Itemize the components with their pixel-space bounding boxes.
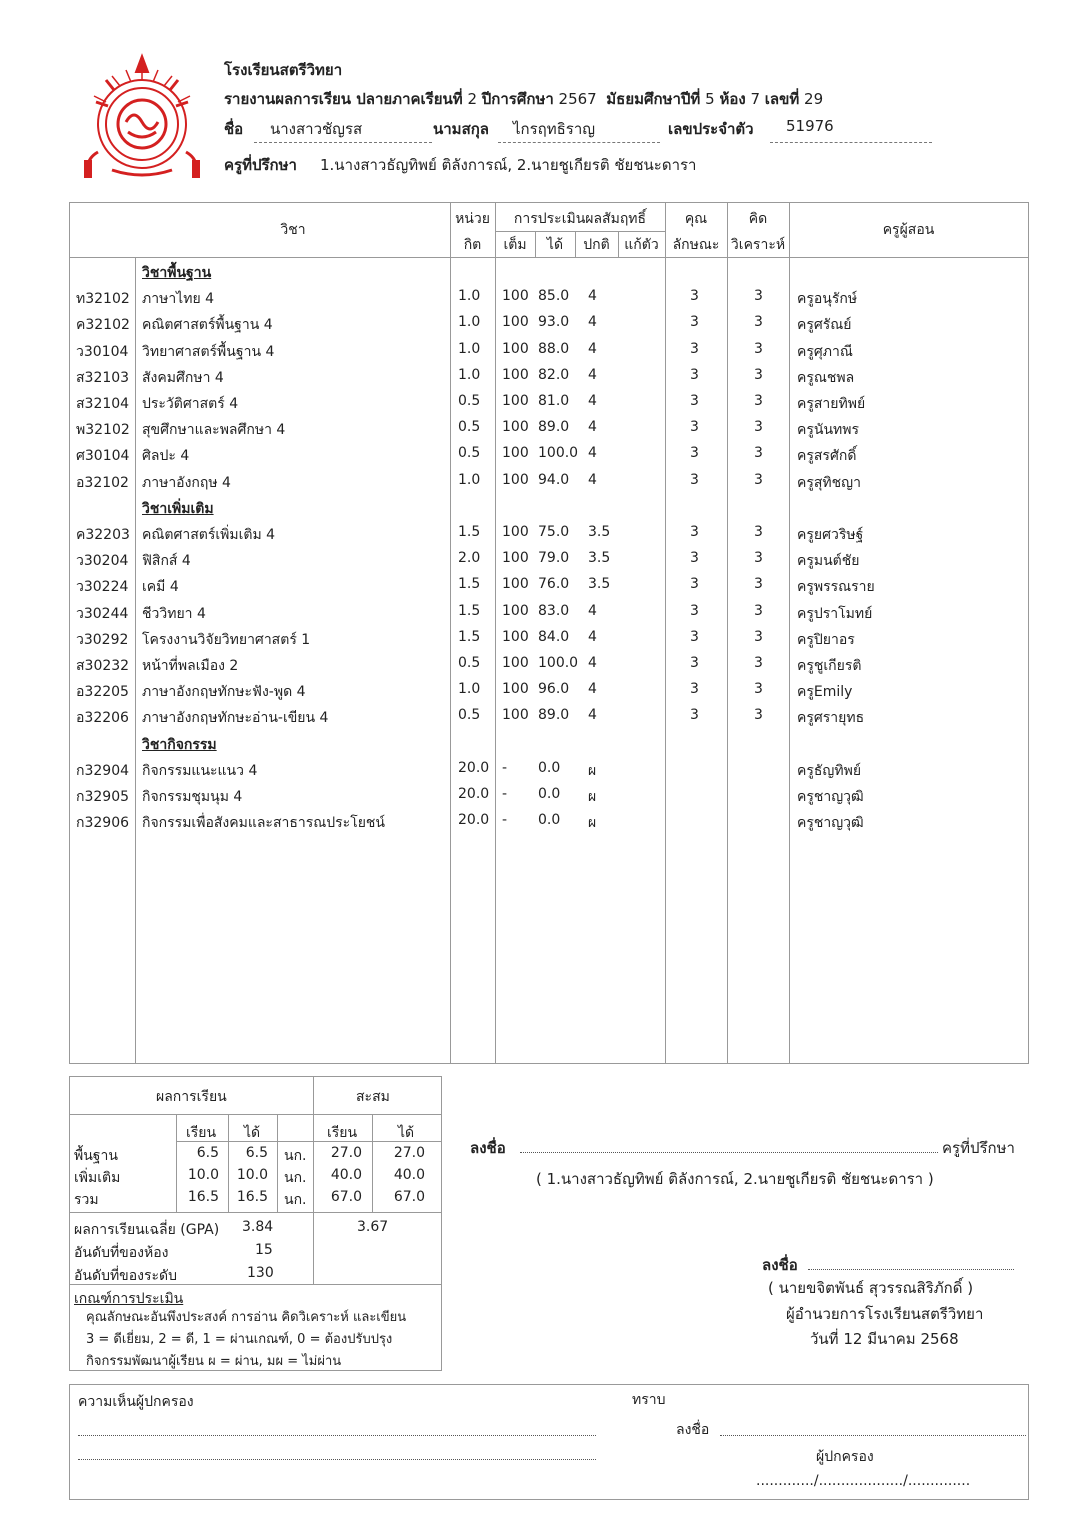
teacher-name: ครูศรัณย์ bbox=[797, 317, 852, 334]
attribute-score: 3 bbox=[690, 471, 699, 488]
subject-name: ภาษาไทย 4 bbox=[142, 291, 215, 308]
teacher-name: ครูนันทพร bbox=[797, 422, 860, 439]
year-value: 2567 bbox=[558, 90, 597, 108]
subject-code: ค32102 bbox=[76, 317, 130, 334]
got-score: 79.0 bbox=[538, 550, 570, 567]
attribute-score: 3 bbox=[690, 340, 699, 357]
teacher-name: ครูธัญทิพย์ bbox=[797, 762, 862, 779]
table-row bbox=[70, 678, 1028, 704]
credit-value: 2.0 bbox=[458, 550, 481, 567]
credit-value: 1.0 bbox=[458, 314, 481, 331]
advisor-role: ครูที่ปรึกษา bbox=[942, 1139, 1015, 1157]
col-think-top: คิด bbox=[748, 211, 768, 227]
subject-code: ส32103 bbox=[76, 369, 130, 386]
got-label: ได้ bbox=[244, 1125, 261, 1141]
credit-value: 0.5 bbox=[458, 445, 481, 462]
director-sign-label: ลงชื่อ bbox=[762, 1256, 798, 1274]
thinking-score: 3 bbox=[754, 681, 763, 698]
grade-value: 4 bbox=[588, 288, 597, 305]
full-score: 100 bbox=[502, 366, 529, 383]
credit-value: 1.0 bbox=[458, 471, 481, 488]
criteria-2: 3 = ดีเยี่ยม, 2 = ดี, 1 = ผ่านเกณฑ์, 0 = ต้องปรับปรุง bbox=[86, 1332, 393, 1347]
parent-comment-box bbox=[69, 1384, 1029, 1500]
got-score: 84.0 bbox=[538, 628, 570, 645]
study-label: เรียน bbox=[186, 1125, 217, 1141]
group-name: วิชาพื้นฐาน bbox=[142, 265, 212, 281]
full-score: 100 bbox=[502, 602, 529, 619]
full-score: 100 bbox=[502, 655, 529, 671]
advisor-sign-label: ลงชื่อ bbox=[470, 1139, 506, 1157]
subject-code: พ32102 bbox=[76, 422, 130, 439]
thinking-score: 3 bbox=[754, 655, 763, 671]
attribute-score: 3 bbox=[690, 366, 699, 383]
gpa-label: ผลการเรียนเฉลี่ย (GPA) bbox=[74, 1222, 220, 1238]
credit-value: 20.0 bbox=[458, 759, 490, 776]
attribute-score: 3 bbox=[690, 681, 699, 698]
group-name: วิชากิจกรรม bbox=[142, 736, 217, 753]
thinking-score: 3 bbox=[754, 445, 763, 462]
thinking-score: 3 bbox=[754, 576, 763, 593]
parent-role: ผู้ปกครอง bbox=[816, 1449, 874, 1465]
got-score: 96.0 bbox=[538, 681, 570, 698]
advisor-names: 1.นางสาวธัญทิพย์ ติลังการณ์, 2.นายชูเกียรติ ชัยชนะดารา bbox=[320, 156, 697, 174]
col-teacher: ครูผู้สอน bbox=[882, 222, 935, 238]
table-row bbox=[70, 364, 1028, 390]
thinking-score: 3 bbox=[754, 340, 763, 357]
subject-group-row bbox=[70, 259, 1028, 285]
subject-code: ศ30104 bbox=[76, 448, 130, 465]
subject-name: คณิตศาสตร์พื้นฐาน 4 bbox=[142, 317, 273, 334]
table-row bbox=[70, 757, 1028, 783]
subject-code: ก32906 bbox=[76, 815, 130, 832]
credit-value: 1.5 bbox=[458, 628, 481, 645]
subject-name: สุขศึกษาและพลศึกษา 4 bbox=[142, 422, 286, 439]
thinking-score: 3 bbox=[754, 628, 763, 645]
student-id: 51976 bbox=[786, 117, 834, 135]
got-score: 100.0 bbox=[538, 655, 579, 671]
subject-code: อ32205 bbox=[76, 684, 129, 701]
full-score: 100 bbox=[502, 471, 529, 488]
subject-name: ประวัติศาสตร์ 4 bbox=[142, 396, 239, 412]
subject-name: ภาษาอังกฤษ 4 bbox=[142, 474, 231, 491]
full-score: 100 bbox=[502, 707, 529, 724]
got-score: 100.0 bbox=[538, 445, 579, 462]
got-score: 83.0 bbox=[538, 602, 570, 619]
attribute-score: 3 bbox=[690, 602, 699, 619]
extra-label: เพิ่มเติม bbox=[74, 1170, 121, 1186]
thinking-score: 3 bbox=[754, 707, 763, 724]
parent-sign-label: ลงชื่อ bbox=[676, 1422, 710, 1438]
criteria-1: คุณลักษณะอันพึงประสงค์ การอ่าน คิดวิเคราะห์ และเขียน bbox=[86, 1310, 407, 1325]
name-label: ชื่อ bbox=[224, 120, 244, 138]
col-attr-top: คุณ bbox=[684, 211, 708, 227]
grade-value: 4 bbox=[588, 366, 597, 383]
total-label: รวม bbox=[74, 1192, 99, 1208]
full-score: 100 bbox=[502, 445, 529, 462]
full-score: - bbox=[502, 759, 508, 776]
table-row bbox=[70, 338, 1028, 364]
col-credit-bottom: กิต bbox=[463, 237, 482, 253]
report-title: รายงานผลการเรียน ปลายภาคเรียนที่ bbox=[224, 90, 463, 108]
parent-comment-label: ความเห็นผู้ปกครอง bbox=[78, 1394, 194, 1410]
teacher-name: ครูสุทิชญา bbox=[797, 474, 861, 491]
subject-code: ว30204 bbox=[76, 553, 129, 570]
teacher-name: ครูศรายุทธ bbox=[797, 710, 865, 727]
subject-name: สังคมศึกษา 4 bbox=[142, 369, 224, 386]
grade-value: ผ bbox=[588, 815, 597, 832]
teacher-name: ครูอนุรักษ์ bbox=[797, 291, 858, 308]
col-subject: วิชา bbox=[280, 222, 306, 238]
full-score: 100 bbox=[502, 314, 529, 331]
rank-level-label: อันดับที่ของระดับ bbox=[74, 1268, 178, 1284]
thinking-score: 3 bbox=[754, 471, 763, 488]
teacher-name: ครูสรศักดิ์ bbox=[797, 448, 857, 465]
room-label: ห้อง bbox=[719, 90, 746, 108]
got-score: 82.0 bbox=[538, 366, 570, 383]
full-score: 100 bbox=[502, 576, 529, 593]
teacher-name: ครูปราโมทย์ bbox=[797, 605, 873, 622]
attribute-score: 3 bbox=[690, 524, 699, 540]
thinking-score: 3 bbox=[754, 366, 763, 383]
subject-code: ว30244 bbox=[76, 605, 129, 622]
full-score: 100 bbox=[502, 288, 529, 305]
subject-name: หน้าที่พลเมือง 2 bbox=[142, 658, 239, 674]
teacher-name: ครูยศวริษฐ์ bbox=[797, 527, 864, 543]
acc-study-label: เรียน bbox=[327, 1125, 358, 1141]
got-score: 85.0 bbox=[538, 288, 570, 305]
table-row bbox=[70, 652, 1028, 678]
full-score: 100 bbox=[502, 340, 529, 357]
thinking-score: 3 bbox=[754, 393, 763, 409]
thinking-score: 3 bbox=[754, 288, 763, 305]
teacher-name: ครูชาญวุฒิ bbox=[797, 815, 864, 832]
credit-value: 0.5 bbox=[458, 655, 481, 671]
credit-value: 1.0 bbox=[458, 681, 481, 698]
got-score: 89.0 bbox=[538, 419, 570, 436]
room-value: 7 bbox=[750, 90, 760, 108]
number-label: เลขที่ bbox=[764, 90, 800, 108]
credit-value: 1.0 bbox=[458, 366, 481, 383]
parent-date-line: ............./.................../.............. bbox=[756, 1473, 971, 1489]
full-score: 100 bbox=[502, 393, 529, 409]
ack-label: ทราบ bbox=[632, 1392, 666, 1408]
level-value: 5 bbox=[705, 90, 715, 108]
rank-room-label: อันดับที่ของห้อง bbox=[74, 1245, 169, 1261]
result-label: ผลการเรียน bbox=[156, 1089, 227, 1105]
got-score: 93.0 bbox=[538, 314, 570, 331]
grade-value: 4 bbox=[588, 393, 597, 409]
grade-value: 4 bbox=[588, 707, 597, 724]
summary-box: ผลการเรียน สะสม เรียน ได้ เรียน ได้ พื้นฐาน เพิ่มเติม รวม 6.5 6.5 นก. 27.0 27.0 10.0 10.0 นก. 40.0 40.0 16.5 16.5 นก. 67.0 67.0 ผลการเรียนเฉลี่ย (GPA) 3.84 3.67 อันดับที่ของห้อง 15 อันดับที่ของระดับ 130 เกณฑ์การประเมิน คุณลักษณะอันพึงประสงค์ การอ่าน คิดวิเคราะห์ และเขียน 3 = ดีเยี่ยม, 2 = ดี, 1 = ผ่านเกณฑ์, 0 = ต้องปรับปรุง กิจกรรมพัฒนาผู้เรียน ผ = ผ่าน, มผ = ไม่ผ่าน bbox=[69, 1076, 442, 1371]
credit-value: 0.5 bbox=[458, 419, 481, 436]
full-score: - bbox=[502, 786, 508, 802]
got-score: 0.0 bbox=[538, 759, 561, 776]
subject-name: โครงงานวิจัยวิทยาศาสตร์ 1 bbox=[142, 631, 311, 648]
grade-value: 4 bbox=[588, 628, 597, 645]
grade-value: 4 bbox=[588, 655, 597, 671]
got-score: 0.0 bbox=[538, 812, 561, 829]
student-id-label: เลขประจำตัว bbox=[668, 120, 754, 138]
subject-code: ว30104 bbox=[76, 343, 129, 360]
advisor-label: ครูที่ปรึกษา bbox=[224, 156, 297, 174]
director-role: ผู้อำนวยการโรงเรียนสตรีวิทยา bbox=[786, 1305, 984, 1323]
gpa-value: 3.84 bbox=[242, 1219, 274, 1235]
subject-group-row bbox=[70, 495, 1028, 521]
credit-value: 20.0 bbox=[458, 786, 490, 802]
col-normal: ปกติ bbox=[583, 237, 610, 253]
criteria-3: กิจกรรมพัฒนาผู้เรียน ผ = ผ่าน, มผ = ไม่ผ่าน bbox=[86, 1354, 342, 1369]
subject-code: อ32206 bbox=[76, 710, 129, 727]
credit-value: 1.5 bbox=[458, 602, 481, 619]
got-score: 0.0 bbox=[538, 786, 561, 802]
teacher-name: ครูสายทิพย์ bbox=[797, 396, 866, 412]
subject-group-row bbox=[70, 731, 1028, 757]
table-row bbox=[70, 442, 1028, 468]
subject-name: วิทยาศาสตร์พื้นฐาน 4 bbox=[142, 343, 275, 360]
credit-value: 0.5 bbox=[458, 707, 481, 724]
semester-value: 2 bbox=[467, 90, 477, 108]
student-surname: ไกรฤทธิราญ bbox=[513, 120, 596, 138]
got-score: 88.0 bbox=[538, 340, 570, 357]
col-assessment: การประเมินผลสัมฤทธิ์ bbox=[513, 211, 647, 227]
report-title-line bbox=[224, 87, 823, 111]
thinking-score: 3 bbox=[754, 419, 763, 436]
teacher-name: ครูพรรณราย bbox=[797, 579, 875, 596]
table-row bbox=[70, 416, 1028, 442]
table-row bbox=[70, 626, 1028, 652]
got-score: 75.0 bbox=[538, 524, 570, 540]
subject-code: ว30224 bbox=[76, 579, 129, 596]
subject-name: ภาษาอังกฤษทักษะฟัง-พูด 4 bbox=[142, 684, 306, 701]
subject-name: กิจกรรมแนะแนว 4 bbox=[142, 762, 258, 779]
table-row bbox=[70, 469, 1028, 495]
table-row bbox=[70, 573, 1028, 599]
subject-name: กิจกรรมเพื่อสังคมและสาธารณประโยชน์ bbox=[142, 815, 385, 832]
attribute-score: 3 bbox=[690, 707, 699, 724]
attribute-score: 3 bbox=[690, 550, 699, 567]
advisor-sign-names: ( 1.นางสาวธัญทิพย์ ติลังการณ์, 2.นายชูเกียรติ ชัยชนะดารา ) bbox=[536, 1170, 934, 1188]
acc-got-label: ได้ bbox=[398, 1125, 415, 1141]
subject-code: ท32102 bbox=[76, 291, 130, 308]
group-name: วิชาเพิ่มเติม bbox=[142, 500, 214, 517]
grade-value: ผ bbox=[588, 762, 597, 779]
table-row bbox=[70, 547, 1028, 573]
subject-code: อ32102 bbox=[76, 474, 129, 491]
grade-value: 3.5 bbox=[588, 576, 611, 593]
credit-value: 1.5 bbox=[458, 576, 481, 593]
table-row bbox=[70, 600, 1028, 626]
attribute-score: 3 bbox=[690, 393, 699, 409]
director-name: ( นายขจิตพันธ์ สุวรรณสิริภักดิ์ ) bbox=[768, 1279, 974, 1297]
grade-value: 4 bbox=[588, 445, 597, 462]
grade-value: 4 bbox=[588, 681, 597, 698]
col-think-bottom: วิเคราะห์ bbox=[730, 237, 786, 253]
col-attr-bottom: ลักษณะ bbox=[672, 237, 720, 253]
subject-name: ศิลปะ 4 bbox=[142, 448, 190, 465]
subject-code: ว30292 bbox=[76, 631, 129, 648]
subject-name: ชีววิทยา 4 bbox=[142, 605, 206, 622]
teacher-name: ครูศุภาณี bbox=[797, 343, 853, 360]
full-score: 100 bbox=[502, 524, 529, 540]
table-row bbox=[70, 809, 1028, 835]
teacher-name: ครูชาญวุฒิ bbox=[797, 789, 864, 805]
attribute-score: 3 bbox=[690, 314, 699, 331]
subject-code: ค32203 bbox=[76, 527, 130, 543]
subject-code: ก32905 bbox=[76, 789, 130, 805]
table-row bbox=[70, 285, 1028, 311]
thinking-score: 3 bbox=[754, 524, 763, 540]
teacher-name: ครูณชพล bbox=[797, 369, 855, 386]
full-score: 100 bbox=[502, 550, 529, 567]
teacher-name: ครูปิยาอร bbox=[797, 631, 855, 648]
rank-room: 15 bbox=[255, 1242, 273, 1258]
number-value: 29 bbox=[804, 90, 824, 108]
subject-name: กิจกรรมชุมนุม 4 bbox=[142, 789, 243, 805]
thinking-score: 3 bbox=[754, 550, 763, 567]
grade-value: 4 bbox=[588, 340, 597, 357]
full-score: 100 bbox=[502, 681, 529, 698]
teacher-name: ครูมนต์ชัย bbox=[797, 553, 860, 570]
grade-value: 4 bbox=[588, 471, 597, 488]
student-name: นางสาวชัญรส bbox=[270, 120, 363, 138]
credit-value: 1.5 bbox=[458, 524, 481, 540]
table-row bbox=[70, 704, 1028, 730]
subject-name: ฟิสิกส์ 4 bbox=[142, 553, 191, 570]
attribute-score: 3 bbox=[690, 288, 699, 305]
subject-code: ส30232 bbox=[76, 658, 130, 674]
rank-level: 130 bbox=[247, 1265, 274, 1281]
grade-value: 4 bbox=[588, 419, 597, 436]
got-score: 81.0 bbox=[538, 393, 570, 409]
school-name: โรงเรียนสตรีวิทยา bbox=[224, 61, 343, 79]
subject-name: ภาษาอังกฤษทักษะอ่าน-เขียน 4 bbox=[142, 710, 329, 727]
attribute-score: 3 bbox=[690, 445, 699, 462]
col-got: ได้ bbox=[546, 237, 564, 253]
teacher-name: ครูEmily bbox=[797, 684, 853, 701]
col-fix: แก้ตัว bbox=[624, 237, 659, 253]
subject-name: คณิตศาสตร์เพิ่มเติม 4 bbox=[142, 527, 276, 543]
attribute-score: 3 bbox=[690, 628, 699, 645]
accum-label: สะสม bbox=[356, 1089, 390, 1105]
attribute-score: 3 bbox=[690, 419, 699, 436]
criteria-title: เกณฑ์การประเมิน bbox=[74, 1291, 184, 1307]
table-row bbox=[70, 311, 1028, 337]
subject-code: ส32104 bbox=[76, 396, 130, 412]
attribute-score: 3 bbox=[690, 655, 699, 671]
grade-value: 3.5 bbox=[588, 550, 611, 567]
teacher-name: ครูชูเกียรติ bbox=[797, 658, 862, 674]
table-row bbox=[70, 521, 1028, 547]
credit-value: 0.5 bbox=[458, 393, 481, 409]
full-score: - bbox=[502, 812, 508, 829]
thinking-score: 3 bbox=[754, 314, 763, 331]
full-score: 100 bbox=[502, 419, 529, 436]
grade-value: 4 bbox=[588, 602, 597, 619]
subject-name: เคมี 4 bbox=[142, 579, 179, 596]
credit-value: 1.0 bbox=[458, 288, 481, 305]
surname-label: นามสกุล bbox=[433, 120, 489, 138]
grade-value: 3.5 bbox=[588, 524, 611, 540]
grade-value: 4 bbox=[588, 314, 597, 331]
school-logo-icon bbox=[76, 52, 208, 184]
table-row bbox=[70, 390, 1028, 416]
gpa-accum: 3.67 bbox=[357, 1219, 389, 1235]
full-score: 100 bbox=[502, 628, 529, 645]
level-label: มัธยมศึกษาปีที่ bbox=[606, 90, 701, 108]
grades-table bbox=[69, 202, 1029, 1064]
col-credit-top: หน่วย bbox=[455, 211, 490, 227]
grade-value: ผ bbox=[588, 789, 597, 805]
basic-label: พื้นฐาน bbox=[74, 1148, 118, 1164]
credit-value: 1.0 bbox=[458, 340, 481, 357]
col-full: เต็ม bbox=[503, 237, 527, 253]
credit-value: 20.0 bbox=[458, 812, 490, 829]
table-row bbox=[70, 783, 1028, 809]
got-score: 89.0 bbox=[538, 707, 570, 724]
thinking-score: 3 bbox=[754, 602, 763, 619]
got-score: 94.0 bbox=[538, 471, 570, 488]
sign-date: วันที่ 12 มีนาคม 2568 bbox=[810, 1330, 959, 1348]
subject-code: ก32904 bbox=[76, 762, 130, 779]
year-label: ปีการศึกษา bbox=[481, 90, 554, 108]
attribute-score: 3 bbox=[690, 576, 699, 593]
got-score: 76.0 bbox=[538, 576, 570, 593]
